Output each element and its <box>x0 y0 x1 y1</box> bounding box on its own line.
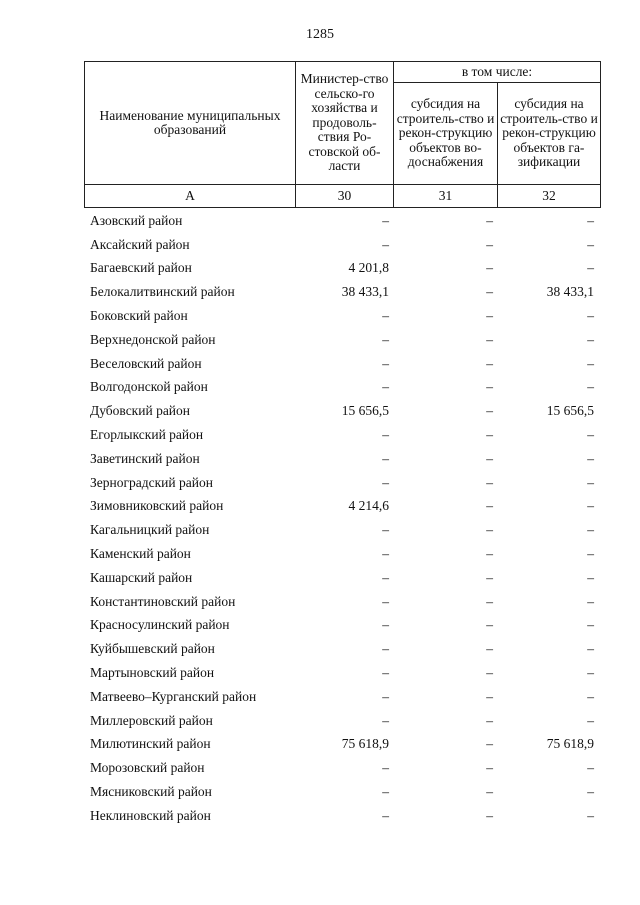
water-subsidy-value: – <box>486 498 493 514</box>
table-row <box>84 399 600 423</box>
ministry-value: – <box>382 569 389 585</box>
water-subsidy-value: – <box>486 403 493 419</box>
district-name: Егорлыкский район <box>90 427 204 443</box>
gas-subsidy-value: – <box>587 522 594 538</box>
header-num-32: 32 <box>498 185 601 208</box>
ministry-value: – <box>382 760 389 776</box>
ministry-value: – <box>382 688 389 704</box>
ministry-value: – <box>382 308 389 324</box>
table-row <box>84 209 600 233</box>
water-subsidy-value: – <box>486 427 493 443</box>
gas-subsidy-value: – <box>587 212 594 228</box>
gas-subsidy-value: 38 433,1 <box>546 284 594 300</box>
ministry-value: – <box>382 807 389 823</box>
water-subsidy-value: – <box>486 260 493 276</box>
water-subsidy-value: – <box>486 236 493 252</box>
district-name: Миллеровский район <box>90 712 213 728</box>
gas-subsidy-value: – <box>587 712 594 728</box>
header-subsidy-gas: субсидия на строитель-ство и рекон-струкцию объектов га-зификации <box>498 83 601 185</box>
gas-subsidy-value: – <box>587 260 594 276</box>
header-including: в том числе: <box>394 62 601 83</box>
table-row <box>84 590 600 614</box>
ministry-value: – <box>382 331 389 347</box>
ministry-value: – <box>382 641 389 657</box>
district-name: Боковский район <box>90 308 188 324</box>
water-subsidy-value: – <box>486 308 493 324</box>
district-name: Морозовский район <box>90 760 205 776</box>
district-name: Белокалитвинский район <box>90 284 235 300</box>
ministry-value: – <box>382 522 389 538</box>
header-ministry-column: Министер-ство сельско-го хозяйства и продоволь-ствия Ро-стовской об-ласти <box>296 62 394 185</box>
table-row <box>84 352 600 376</box>
district-name: Багаевский район <box>90 260 192 276</box>
gas-subsidy-value: – <box>587 784 594 800</box>
water-subsidy-value: – <box>486 641 493 657</box>
ministry-value: 4 214,6 <box>348 498 389 514</box>
page-number: 1285 <box>306 27 334 42</box>
water-subsidy-value: – <box>486 736 493 752</box>
water-subsidy-value: – <box>486 593 493 609</box>
table-row <box>84 304 600 328</box>
ministry-value: 15 656,5 <box>341 403 389 419</box>
table-row <box>84 423 600 447</box>
ministry-value: – <box>382 450 389 466</box>
water-subsidy-value: – <box>486 665 493 681</box>
ministry-value: – <box>382 617 389 633</box>
table-row <box>84 376 600 400</box>
district-name: Неклиновский район <box>90 807 211 823</box>
gas-subsidy-value: – <box>587 379 594 395</box>
gas-subsidy-value: – <box>587 331 594 347</box>
ministry-value: – <box>382 784 389 800</box>
header-name-column: Наименование муниципальных образований <box>85 62 296 185</box>
gas-subsidy-value: – <box>587 308 594 324</box>
district-name: Куйбышевский район <box>90 641 215 657</box>
ministry-value: – <box>382 212 389 228</box>
ministry-value: – <box>382 593 389 609</box>
district-name: Мартыновский район <box>90 665 215 681</box>
table-row <box>84 756 600 780</box>
gas-subsidy-value: – <box>587 593 594 609</box>
gas-subsidy-value: – <box>587 807 594 823</box>
ministry-value: 4 201,8 <box>348 260 389 276</box>
district-name: Зерноградский район <box>90 474 213 490</box>
table-row <box>84 566 600 590</box>
ministry-value: 38 433,1 <box>341 284 389 300</box>
ministry-value: – <box>382 546 389 562</box>
gas-subsidy-value: – <box>587 760 594 776</box>
table-row <box>84 257 600 281</box>
water-subsidy-value: – <box>486 712 493 728</box>
ministry-value: – <box>382 355 389 371</box>
table-row <box>84 518 600 542</box>
gas-subsidy-value: – <box>587 569 594 585</box>
gas-subsidy-value: – <box>587 498 594 514</box>
ministry-value: – <box>382 379 389 395</box>
water-subsidy-value: – <box>486 379 493 395</box>
district-name: Каменский район <box>90 546 191 562</box>
gas-subsidy-value: – <box>587 665 594 681</box>
district-name: Заветинский район <box>90 450 200 466</box>
water-subsidy-value: – <box>486 807 493 823</box>
gas-subsidy-value: – <box>587 236 594 252</box>
water-subsidy-value: – <box>486 450 493 466</box>
water-subsidy-value: – <box>486 522 493 538</box>
district-name: Матвеево–Курганский район <box>90 688 257 704</box>
ministry-value: 75 618,9 <box>341 736 389 752</box>
table-row <box>84 447 600 471</box>
water-subsidy-value: – <box>486 331 493 347</box>
table-header <box>84 61 601 208</box>
header-num-a: А <box>85 185 296 208</box>
table-row <box>84 661 600 685</box>
water-subsidy-value: – <box>486 546 493 562</box>
district-name: Зимовниковский район <box>90 498 224 514</box>
header-num-31: 31 <box>394 185 498 208</box>
water-subsidy-value: – <box>486 474 493 490</box>
table-row <box>84 328 600 352</box>
gas-subsidy-value: – <box>587 450 594 466</box>
ministry-value: – <box>382 712 389 728</box>
water-subsidy-value: – <box>486 569 493 585</box>
water-subsidy-value: – <box>486 784 493 800</box>
gas-subsidy-value: – <box>587 617 594 633</box>
gas-subsidy-value: – <box>587 546 594 562</box>
table-row <box>84 614 600 638</box>
table-row <box>84 637 600 661</box>
district-name: Константиновский район <box>90 593 236 609</box>
water-subsidy-value: – <box>486 688 493 704</box>
district-name: Милютинский район <box>90 736 211 752</box>
water-subsidy-value: – <box>486 212 493 228</box>
table-row <box>84 542 600 566</box>
header-subsidy-water: субсидия на строитель-ство и рекон-струкцию объектов во-доснабжения <box>394 83 498 185</box>
gas-subsidy-value: 15 656,5 <box>546 403 594 419</box>
district-name: Волгодонской район <box>90 379 208 395</box>
water-subsidy-value: – <box>486 760 493 776</box>
table-row <box>84 280 600 304</box>
table-row <box>84 780 600 804</box>
district-name: Кагальницкий район <box>90 522 210 538</box>
header-num-30: 30 <box>296 185 394 208</box>
table-row <box>84 471 600 495</box>
water-subsidy-value: – <box>486 617 493 633</box>
table-row <box>84 685 600 709</box>
district-name: Мясниковский район <box>90 784 212 800</box>
district-name: Дубовский район <box>90 403 191 419</box>
ministry-value: – <box>382 427 389 443</box>
table-row <box>84 709 600 733</box>
gas-subsidy-value: 75 618,9 <box>546 736 594 752</box>
district-name: Азовский район <box>90 212 183 228</box>
district-name: Красносулинский район <box>90 617 230 633</box>
table-body <box>84 209 600 828</box>
table-row <box>84 733 600 757</box>
district-name: Кашарский район <box>90 569 193 585</box>
gas-subsidy-value: – <box>587 641 594 657</box>
district-name: Веселовский район <box>90 355 202 371</box>
gas-subsidy-value: – <box>587 355 594 371</box>
district-name: Аксайский район <box>90 236 190 252</box>
ministry-value: – <box>382 474 389 490</box>
ministry-value: – <box>382 236 389 252</box>
table-row <box>84 495 600 519</box>
district-name: Верхнедонской район <box>90 331 216 347</box>
water-subsidy-value: – <box>486 284 493 300</box>
gas-subsidy-value: – <box>587 427 594 443</box>
table-row <box>84 233 600 257</box>
gas-subsidy-value: – <box>587 688 594 704</box>
gas-subsidy-value: – <box>587 474 594 490</box>
ministry-value: – <box>382 665 389 681</box>
water-subsidy-value: – <box>486 355 493 371</box>
table-row <box>84 804 600 828</box>
